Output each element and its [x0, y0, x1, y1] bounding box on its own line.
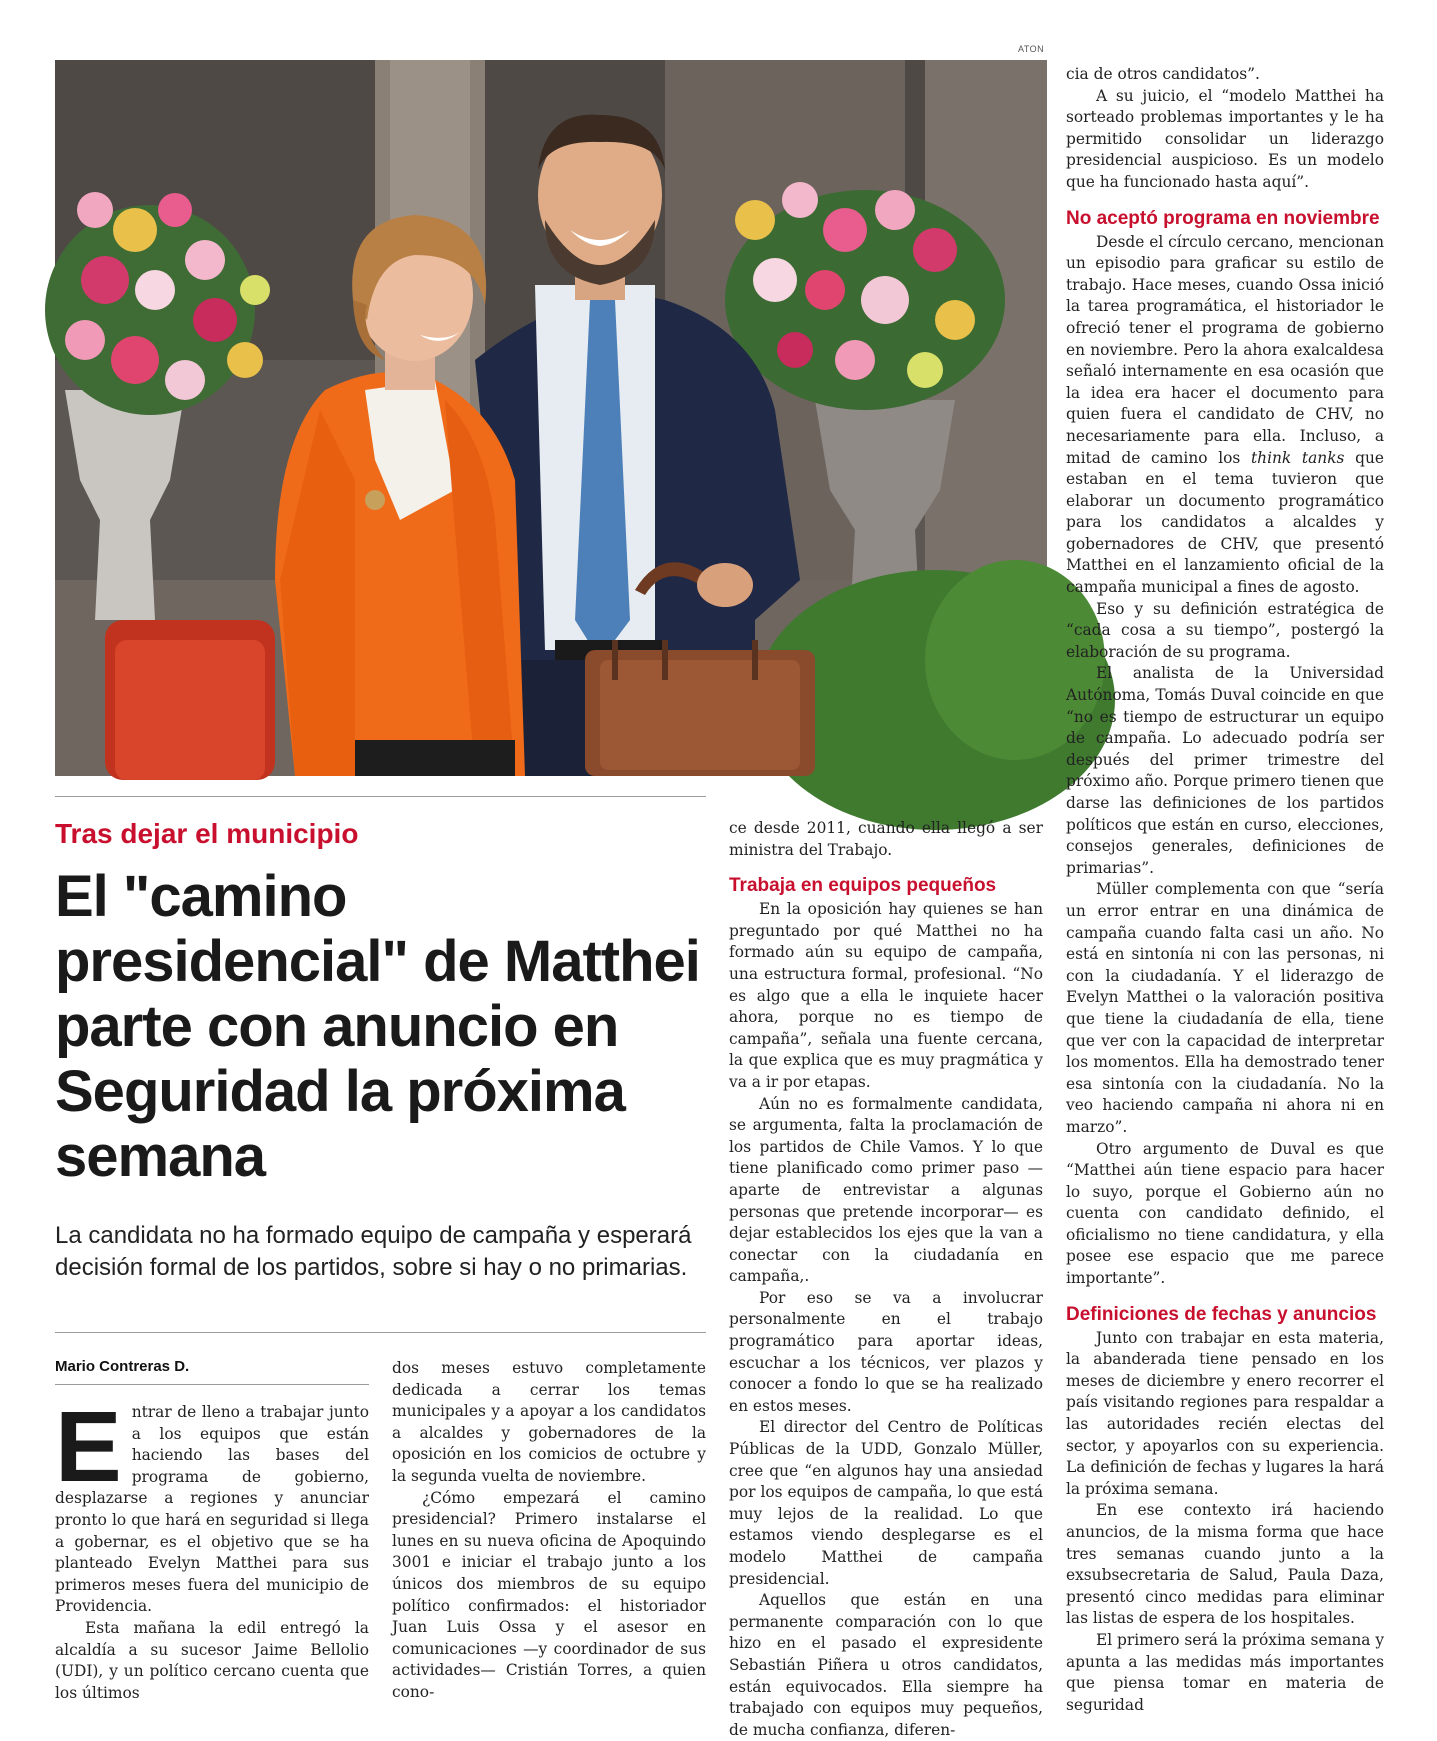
article-deck: La candidata no ha formado equipo de campaña y esperará decisión formal de los partidos, sobre si hay o no primarias.: [55, 1222, 692, 1281]
col4-para-5: Müller complementa con que “sería un error entrar en una dinámica de campaña cuando falta casi un año. No está en sintonía ni con las personas, ni con la ciudadanía. Y el liderazgo de Evelyn Matthei o la valoración positiva que tiene la ciudadanía de ella, tiene que ver con la capacidad de interpretar los momentos. Ella ha demostrado tener esa sintonía con la ciudadanía. No la veo haciendo campaña ni ahora ni en marzo”.: [1066, 880, 1384, 1136]
col3-para-4: El director del Centro de Políticas Públicas de la UDD, Gonzalo Müller, cree que “en algunos hay una ansiedad por los equipos de campaña, lo que está muy lejos de la realidad. Lo que estamos viendo desplegarse es el modelo Matthei de campaña presidencial.: [729, 1418, 1043, 1588]
col3-para-5: Aquellos que están en una permanente comparación con lo que hizo en el pasado el expresidente Sebastián Piñera u otros candidatos, están equivocados. Ella siempre ha trabajado con equipos muy pequeños, de mucha confianza, diferen-: [729, 1591, 1043, 1739]
col4-para-2b: que estaban en el tema tuvieron que elaborar un documento programático para los candidatos a alcaldes y gobernadores de CHV, que presentó Matthei en el lanzamiento oficial de la campaña municipal a fines de agosto.: [1066, 448, 1384, 597]
col3-para-2: Aún no es formalmente candidata, se argumenta, falta la proclamación de los partidos de Chile Vamos. Y lo que tiene planificado como primer paso —aparte de entrevistar a algunas personas que pretende incorporar— es dejar establecidos los ejes que la van a conectar con la ciudadanía en campaña,.: [729, 1094, 1043, 1286]
col4-para-2: [1066, 232, 1384, 599]
col4-para-4: El analista de la Universidad Autónoma, Tomás Duval coincide en que “no es tiempo de estructurar un equipo de campaña. Lo adecuado podría ser después del primer trimestre del próximo año. Porque primero tienen que darse las definiciones de los partidos políticos que están en curso, elecciones, consejos generales, definiciones de primarias”.: [1066, 664, 1384, 877]
drop-cap: E: [55, 1391, 122, 1503]
byline-rule: [55, 1384, 369, 1385]
article-kicker: Tras dejar el municipio: [55, 818, 359, 849]
section-rule: [55, 796, 706, 797]
col4-para-9: El primero será la próxima semana y apunta a las medidas más importantes que piensa tomar en materia de seguridad: [1066, 1630, 1385, 1714]
col2-para-2: ¿Cómo empezará el camino presidencial? Primero instalarse el lunes en su nueva oficina de Apoquindo 3001 e iniciar el trabajo junto a los únicos dos miembros de su equipo político confirmados: el historiador Juan Luis Ossa y el asesor en comunicaciones —y coordinador de sus actividades— Cristián Torres, a quien cono-: [392, 1488, 706, 1701]
column-3: [729, 818, 1043, 1739]
col3-para-0: ce desde 2011, cuando ella llegó a ser ministra del Trabajo.: [729, 819, 1043, 859]
column-1: [55, 1391, 369, 1702]
deck-rule: [55, 1332, 706, 1333]
subhead-equipos-pequenos: Trabaja en equipos pequeños: [729, 875, 997, 897]
col4-para-8: En ese contexto irá haciendo anuncios, de la misma forma que hace tres semanas cuando junto a la exsubsecretaria de Salud, Paula Daza, presentó cinco medidas para eliminar las listas de espera de los hospitales.: [1066, 1501, 1384, 1628]
column-4: [1066, 64, 1385, 1714]
col4-para-2a: Desde el círculo cercano, mencionan un episodio para graficar su estilo de trabajo. Hace meses, cuando Ossa inició la tarea programática, el historiador le ofreció tener el programa de gobierno en noviembre. Pero la ahora exalcaldesa señaló internamente en esa ocasión que la idea era hacer el documento para quien fuera el candidato de CHV, no necesariamente para ella. Incluso, a mitad de camino los: [1066, 232, 1384, 467]
col3-para-3: Por eso se va a involucrar personalmente en el trabajo programático para aportar ideas, escuchar a los técnicos, ver plazos y conocer a fondo lo que se ha realizado en estos meses.: [729, 1288, 1043, 1415]
subhead-programa-noviembre: No aceptó programa en noviembre: [1066, 207, 1380, 229]
col4-para-6: Otro argumento de Duval es que “Matthei aún tiene espacio para hacer lo suyo, porque el Gobierno aún no cuenta con candidato definido, el oficialismo no tiene candidatura, y ella posee ese espacio que me parece importante”.: [1066, 1139, 1384, 1288]
col4-para-3: Eso y su definición estratégica de “cada cosa a su tiempo”, postergó la elaboración de su programa.: [1066, 599, 1384, 661]
byline: Mario Contreras D.: [55, 1358, 190, 1375]
col3-para-1: En la oposición hay quienes se han preguntado por qué Matthei no ha formado aún su equipo de campaña, una estructura formal, profesional. “No es algo que a ella le inquiete hacer ahora, porque no es tiempo de campaña”, señala una fuente cercana, la que explica que es muy pragmática y va a ir por etapas.: [729, 900, 1043, 1091]
col4-para-7: Junto con trabajar en esta materia, la abanderada tiene pensado en los meses de diciembre y enero recorrer el país visitando regiones para respaldar a las autoridades recién electas del sector, y apoyarlos con su experiencia. La definición de fechas y lugares la hará la próxima semana.: [1066, 1328, 1384, 1498]
col4-para-0: cia de otros candidatos”.: [1066, 65, 1260, 83]
photo-credit: ATON: [1018, 44, 1045, 54]
column-2: [392, 1358, 706, 1703]
article-photo: [55, 60, 1047, 776]
col1-para-2: Esta mañana la edil entregó la alcaldía a su sucesor Jaime Bellolio (UDI), y un político cercano cuenta que los últimos: [55, 1618, 369, 1702]
subhead-fechas-anuncios: Definiciones de fechas y anuncios: [1066, 1303, 1377, 1325]
col2-para-1: dos meses estuvo completamente dedicada a cerrar los temas municipales y a apoyar a los candidatos a alcaldes y gobernadores de la oposición en los comicios de octubre y la segunda vuelta de noviembre.: [392, 1359, 706, 1485]
article-headline: El "camino presidencial" de Matthei parte con anuncio en Seguridad la próxima semana: [55, 864, 700, 1189]
col4-para-1: A su juicio, el “modelo Matthei ha sorteado problemas importantes y le ha permitido consolidar un liderazgo presidencial auspicioso. Es un modelo que ha funcionado hasta aquí”.: [1066, 86, 1384, 191]
think-tanks-italic: think tanks: [1250, 448, 1345, 467]
col1-para-1: ntrar de lleno a trabajar junto a los equipos que están haciendo las bases del programa de gobierno, desplazarse a regiones y anunciar pronto lo que hará en seguridad si llega a gobernar, es el objetivo que se ha planteado Evelyn Matthei para sus primeros meses fuera del municipio de Providencia.: [55, 1403, 369, 1616]
